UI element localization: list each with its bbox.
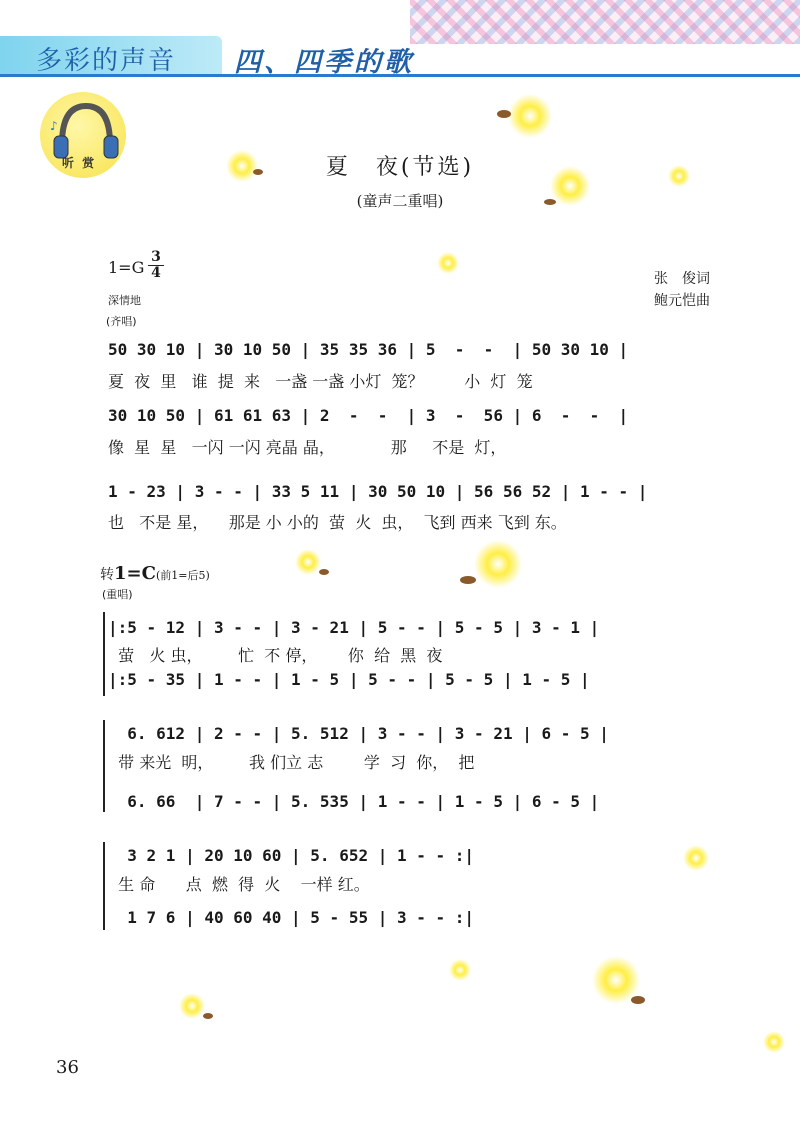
key-signature: 1=G [108, 258, 145, 277]
lyricist: 张 俊词 [654, 271, 710, 287]
firefly-icon [222, 148, 272, 188]
system-brace-2 [103, 720, 105, 812]
system-brace-3 [103, 842, 105, 930]
modulation-key: 1=C [114, 563, 156, 584]
firefly-icon [174, 990, 218, 1026]
unit-title: 四、四季的歌 [234, 47, 414, 78]
firefly-icon [452, 540, 528, 596]
meter-top: 3 [151, 249, 161, 265]
firefly-icon [444, 956, 478, 986]
firefly-icon [664, 158, 694, 188]
firefly-icon [586, 954, 658, 1016]
modulation-note: (前1=后5) [155, 569, 210, 582]
credits [654, 268, 710, 312]
firefly-icon [540, 164, 600, 212]
badge-label: 听 赏 [62, 156, 97, 170]
firefly-icon [290, 548, 334, 582]
notation-line-4: |:5 - 12 | 3 - - | 3 - 21 | 5 - - | 5 - 5 | 3 - 1 | [108, 618, 600, 637]
firefly-icon [680, 842, 720, 876]
lyrics-line-3: 也 不是 星， 那是 小 小的 萤 火 虫， 飞到 西来 飞到 东。 [108, 513, 567, 532]
notation-line-7: 6. 66 | 7 - - | 5. 535 | 1 - - | 1 - 5 | 6 - 5 | [108, 792, 600, 811]
lyrics-line-4: 萤 火 虫， 忙 不 停， 你 给 黑 夜 [108, 646, 443, 665]
book-title: 多彩的声音 [36, 46, 177, 76]
song-title: 夏 夜(节选) [325, 155, 475, 180]
system-brace-1 [103, 612, 105, 696]
modulation-marking [100, 563, 210, 584]
duet-label: (重唱) [102, 588, 133, 601]
tempo-marking: 深情地 [108, 294, 141, 307]
song-subtitle: (童声二重唱) [356, 192, 444, 210]
lyrics-line-8: 生 命 点 燃 得 火 一样 红。 [108, 875, 370, 894]
notation-line-8: 3 2 1 | 20 10 60 | 5. 652 | 1 - - :| [108, 846, 475, 865]
time-signature [148, 250, 164, 281]
firefly-icon [490, 94, 560, 144]
lyrics-line-2: 像 星 星 一闪 一闪 亮晶 晶， 那 不是 灯， [108, 438, 507, 457]
notation-line-6: 6. 612 | 2 - - | 5. 512 | 3 - - | 3 - 21 | 6 - 5 | [108, 724, 609, 743]
modulation-prefix: 转 [100, 567, 114, 583]
firefly-icon [434, 248, 464, 278]
notation-line-5: |:5 - 35 | 1 - - | 1 - 5 | 5 - - | 5 - 5 | 1 - 5 | [108, 670, 590, 689]
unison-label: (齐唱) [106, 315, 137, 328]
composer: 鲍元恺曲 [654, 293, 710, 309]
decorative-pattern [410, 0, 800, 44]
meter-bottom: 4 [148, 265, 164, 281]
notation-line-1: 50 30 10 | 30 10 50 | 35 35 36 | 5 - - | 50 30 10 | [108, 340, 629, 359]
notation-line-2: 30 10 50 | 61 61 63 | 2 - - | 3 - 56 | 6 - - | [108, 406, 629, 425]
lyrics-line-1: 夏 夜 里 谁 提 来 一盏 一盏 小灯 笼？ 小 灯 笼 [108, 372, 533, 391]
lyrics-line-6: 带 来光 明， 我 们立 志 学 习 你， 把 [108, 753, 475, 772]
page-number: 36 [56, 1057, 79, 1078]
notation-line-9: 1 7 6 | 40 60 40 | 5 - 55 | 3 - - :| [108, 908, 475, 927]
firefly-icon [756, 1028, 790, 1062]
svg-text:♪: ♪ [50, 119, 58, 133]
notation-line-3: 1 - 23 | 3 - - | 33 5 11 | 30 50 10 | 56 56 52 | 1 - - | [108, 482, 648, 501]
page-header [0, 0, 800, 78]
